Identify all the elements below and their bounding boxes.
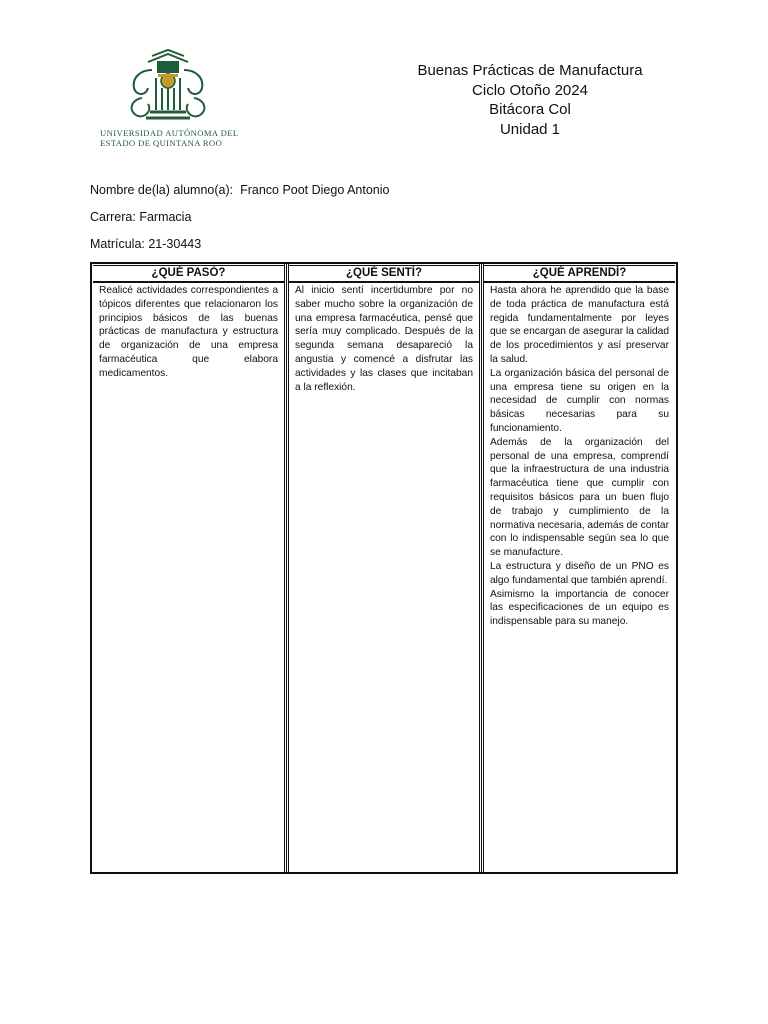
- career-field: Carrera: Farmacia: [90, 210, 192, 224]
- paragraph: Asimismo la importancia de conocer las especificaciones de un equipo es indispensable para su manejo.: [490, 588, 669, 628]
- header-what-i-learned: ¿QUÉ APRENDÍ?: [484, 265, 675, 283]
- column-what-i-learned: [482, 264, 676, 872]
- unit: Unidad 1: [499, 120, 561, 138]
- term: Ciclo Otoño 2024: [472, 81, 588, 99]
- university-crest-icon: [122, 48, 214, 122]
- university-name-line2: ESTADO DE QUINTANA ROO: [100, 138, 223, 148]
- student-name-label: Nombre de(la) alumno(a):: [90, 183, 234, 197]
- paragraph: La estructura y diseño de un PNO es algo fundamental que también aprendí.: [490, 560, 669, 586]
- cell-what-i-felt: [289, 283, 479, 394]
- paragraph: La organización básica del personal de una empresa tiene su origen en la necesidad de cumplir con normas básicas necesarias para su funcionamiento.: [490, 367, 669, 434]
- reflection-table: [90, 262, 678, 874]
- university-name-line1: UNIVERSIDAD AUTÓNOMA DEL: [100, 128, 239, 138]
- paragraph: Hasta ahora he aprendido que la base de toda práctica de manufactura está regida fundamentalmente por leyes que se encargan de asegurar la calidad de los procedimientos y así preservar la salud.: [490, 285, 669, 365]
- header-what-happened: ¿QUÉ PASÓ?: [93, 265, 284, 283]
- column-what-i-felt: [287, 264, 482, 872]
- cell-what-happened: [93, 283, 284, 381]
- student-name-field: [90, 183, 389, 197]
- cell-what-i-learned: [484, 283, 675, 629]
- student-name-value: Franco Poot Diego Antonio: [240, 183, 390, 197]
- university-logo: [100, 48, 240, 148]
- university-name: [100, 128, 240, 148]
- column-what-happened: [92, 264, 287, 872]
- student-id-field: Matrícula: 21-30443: [90, 237, 202, 251]
- paragraph: Realicé actividades correspondientes a tópicos diferentes que relacionaron los principios básicos de las buenas prácticas de manufactura y estructura de organización de una empresa farmacéutica que elabora medicamentos.: [99, 285, 278, 379]
- course-title: Buenas Prácticas de Manufactura: [417, 62, 643, 79]
- paragraph: Al inicio sentí incertidumbre por no saber mucho sobre la organización de una empresa farmacéutica, pensé que sería muy complicado. Después de la segunda semana desapareció la angustia y comencé a disfrutar las actividades y las clases que incitaban a la reflexión.: [295, 285, 473, 393]
- header-what-i-felt: ¿QUÉ SENTÍ?: [289, 265, 479, 283]
- document-header: [400, 61, 660, 139]
- paragraph: Además de la organización del personal de una empresa, comprendí que la infraestructura de una industria farmacéutica tiene que cumplir con requisitos básicos para un buen flujo de trabajo y cumplimiento de la normativa necesaria, además de contar con lo indispensable según sea lo que se manufacture.: [490, 436, 669, 559]
- document-type: Bitácora Col: [489, 101, 571, 118]
